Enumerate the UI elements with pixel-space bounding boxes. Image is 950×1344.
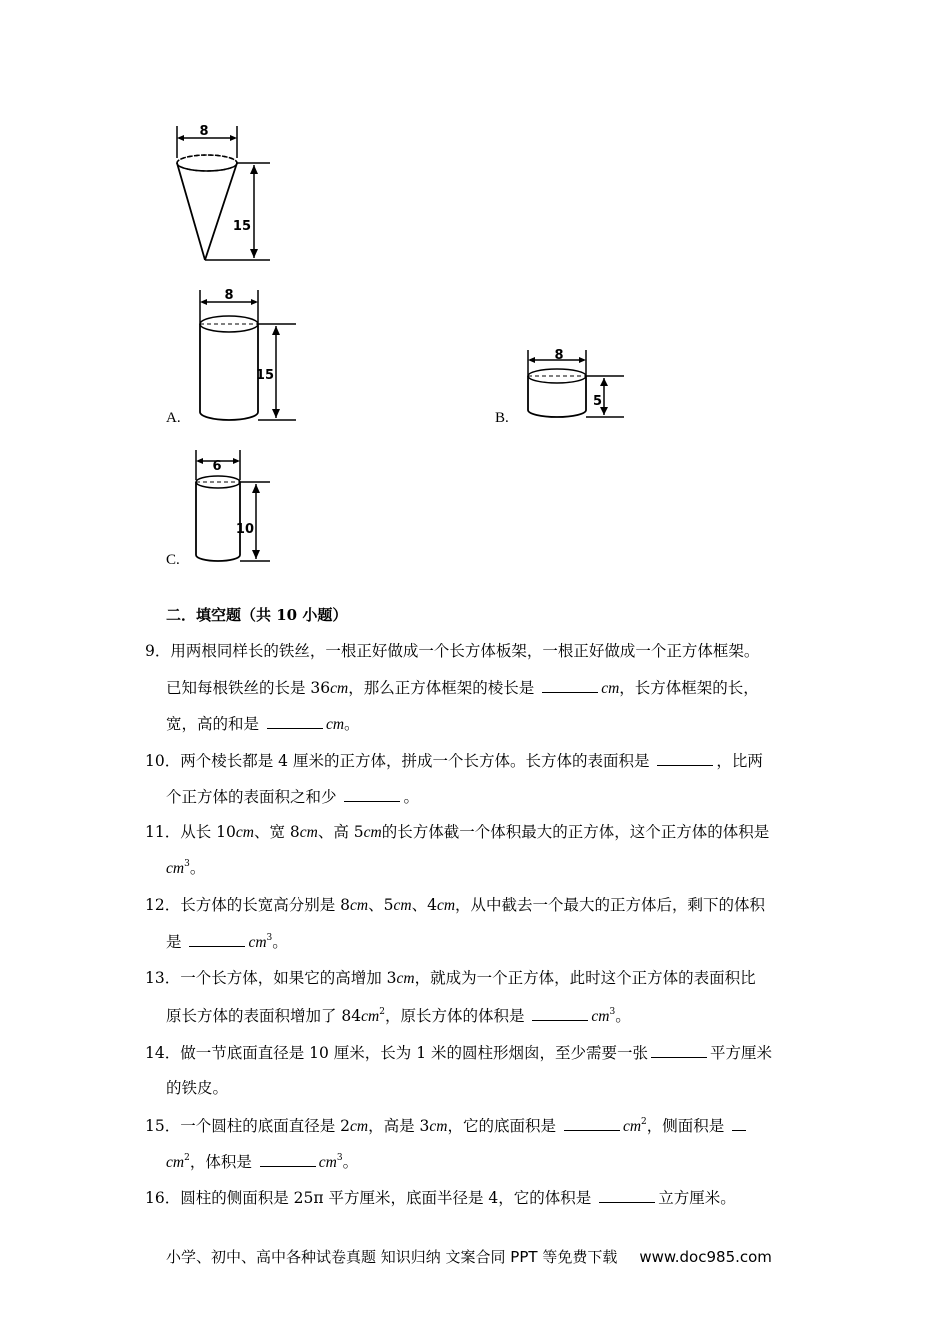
question-10-line-1: 10．两个棱长都是 4 厘米的正方体，拼成一个长方体。长方体的表面积是 ，比两 [145,752,763,770]
option-c-figure [188,446,278,571]
answer-blank [599,1187,655,1203]
question-11-line-2: $cm^3$。 [166,859,206,877]
answer-blank [651,1042,707,1058]
option-b-diameter-label: 8 [554,348,564,363]
question-12-line-1: 12．长方体的长宽高分别是 8cm、5cm、4cm，从中截去一个最大的正方体后，剩下的体积 [145,896,766,914]
answer-blank [532,1005,588,1021]
question-9-line-3: 宽，高的和是 cm。 [166,715,360,733]
answer-blank [732,1115,746,1131]
answer-blank [344,786,400,802]
footer-text: 小学、初中、高中各种试卷真题 知识归纳 文案合同 PPT 等免费下载 [166,1248,618,1266]
question-9-number: 9． [145,642,171,660]
question-9-line-2: 已知每根铁丝的长是 36cm，那么正方体框架的棱长是 cm，长方体框架的长， [166,679,759,697]
cone-height-label: 15 [232,219,251,234]
question-9-line-1: 9．用两根同样长的铁丝，一根正好做成一个长方体板架，一根正好做成一个正方体框架。 [145,642,760,660]
answer-blank [657,750,713,766]
cone-figure [160,118,280,268]
question-10-line-2: 个正方体的表面积之和少 。 [166,788,419,806]
question-11-line-1: 11．从长 10cm、宽 8cm、高 5cm的长方体截一个体积最大的正方体，这个正方体的体积是 [145,823,770,841]
option-c-diameter-label: 6 [212,459,222,474]
question-15-line-1: 15．一个圆柱的底面直径是 2cm，高是 3cm，它的底面积是 $cm^2$，侧面积是 [145,1115,749,1137]
option-c-height-label: 10 [235,522,254,537]
option-b-figure [522,346,632,426]
section-title: 二．填空题（共 10 小题） [166,606,348,624]
answer-blank [189,931,245,947]
footer-site-link[interactable]: www.doc985.com [639,1248,772,1266]
cone-diameter-label: 8 [199,124,209,139]
page-footer [166,1246,772,1267]
answer-blank [267,713,323,729]
question-14-line-1: 14．做一节底面直径是 10 厘米，长为 1 米的圆柱形烟囱，至少需要一张 平方厘米 [145,1044,773,1062]
option-c-label: C. [166,552,180,568]
question-12-line-2: 是 $cm^3$。 [166,933,288,951]
question-14-line-2: 的铁皮。 [166,1079,229,1097]
question-16-line-1: 16．圆柱的侧面积是 25π 平方厘米，底面半径是 4，它的体积是 立方厘米。 [145,1189,736,1207]
question-13-line-2: 原长方体的表面积增加了 $84cm^2$，原长方体的体积是 $cm^3$。 [166,1007,631,1025]
answer-blank [260,1151,316,1167]
question-15-line-2: $cm^2$，体积是 $cm^3$。 [166,1153,359,1171]
option-b-label: B. [495,410,509,426]
option-b-height-label: 5 [592,394,602,409]
option-a-diameter-label: 8 [224,288,234,303]
option-a-height-label: 15 [255,368,274,383]
question-13-line-1: 13．一个长方体，如果它的高增加 3cm，就成为一个正方体，此时这个正方体的表面积比 [145,969,756,987]
answer-blank [542,677,598,693]
answer-blank [564,1115,620,1131]
option-a-figure [190,284,310,424]
option-a-label: A. [166,410,181,426]
